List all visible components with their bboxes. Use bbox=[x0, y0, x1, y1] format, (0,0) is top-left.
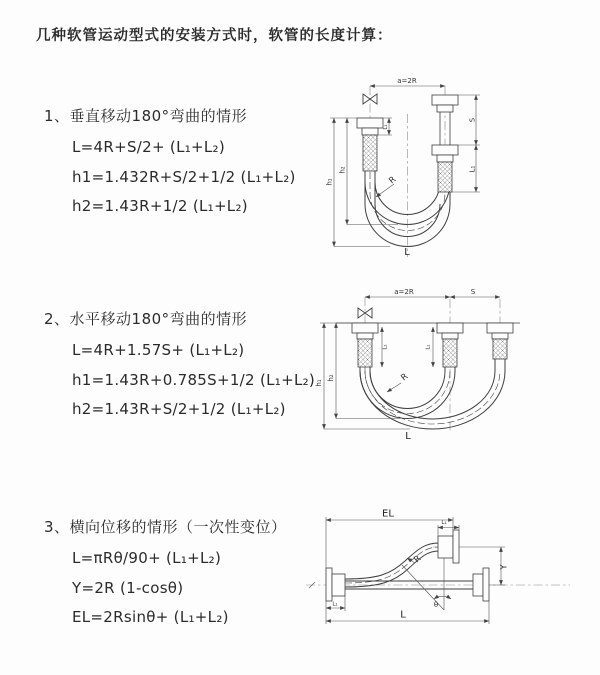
dim-label-s: S bbox=[470, 288, 476, 296]
formula-y: Y=2R (1-cosθ) bbox=[72, 578, 184, 597]
dim-label-el: EL bbox=[382, 508, 394, 520]
dim-label-r: R bbox=[399, 371, 411, 384]
page-title: 几种软管运动型式的安装方式时，软管的长度计算： bbox=[36, 28, 393, 44]
hose-displaced-s-curve bbox=[345, 543, 439, 587]
formula-l: L=πRθ/90+ (L₁+L₂) bbox=[72, 549, 222, 567]
dimension-lines bbox=[330, 86, 480, 247]
centerlines bbox=[370, 86, 445, 257]
section-3-formulas bbox=[44, 544, 287, 633]
valve-icon bbox=[363, 94, 377, 104]
section-2 bbox=[44, 308, 315, 425]
braid-section bbox=[493, 339, 507, 359]
formula-h2: h2=1.43R+S/2+1/2 (L₁+L₂) bbox=[72, 400, 286, 418]
dim-label-l1-bottom: L₁ bbox=[332, 601, 338, 608]
right-upper-flange bbox=[453, 530, 459, 563]
dim-label-length: L bbox=[405, 431, 411, 442]
braid-section bbox=[438, 162, 452, 192]
formula-l: L=4R+1.57S+ (L₁+L₂) bbox=[72, 341, 245, 359]
dim-label-l1-top: L₁ bbox=[441, 520, 447, 526]
left-flange bbox=[326, 568, 332, 601]
dim-label-l1: L₁ bbox=[468, 165, 477, 173]
section-1-heading: 1、垂直移动180°弯曲的情形 bbox=[44, 107, 248, 125]
section-2-heading: 2、水平移动180°弯曲的情形 bbox=[44, 310, 248, 328]
formula-el: EL=2Rsinθ+ (L₁+L₂) bbox=[72, 608, 229, 626]
dim-label-h1: h₁ bbox=[315, 379, 323, 387]
dim-label-h2: h₂ bbox=[338, 166, 347, 174]
dimension-lines bbox=[320, 297, 500, 429]
diagram-vertical-180-bend bbox=[310, 70, 600, 260]
braid-section bbox=[358, 339, 372, 367]
diagram-lateral-displacement bbox=[298, 503, 598, 658]
dimension-lines bbox=[326, 517, 505, 624]
diagram-horizontal-180-bend bbox=[300, 283, 600, 458]
end-fittings bbox=[352, 323, 513, 367]
dim-label-y: Y bbox=[499, 564, 510, 570]
dim-label-r: R bbox=[387, 174, 399, 187]
dim-label-r: R bbox=[412, 553, 424, 566]
dim-label-span: a=2R bbox=[397, 77, 417, 85]
braid-section bbox=[443, 339, 457, 367]
dim-label-l1-left: L₁ bbox=[382, 344, 389, 350]
flanges bbox=[326, 530, 489, 601]
section-1 bbox=[44, 105, 296, 222]
dim-label-span: a=2R bbox=[394, 288, 414, 296]
section-1-formulas bbox=[44, 133, 296, 222]
section-3 bbox=[44, 516, 287, 633]
dim-label-length: L bbox=[400, 609, 406, 621]
braid-section bbox=[363, 135, 377, 171]
right-lower-flange bbox=[483, 568, 489, 601]
dim-label-theta: θ bbox=[433, 601, 439, 609]
formula-h1: h1=1.43R+0.785S+1/2 (L₁+L₂) bbox=[72, 370, 316, 389]
dim-label-h2: h₂ bbox=[327, 374, 335, 382]
dim-label-length: L bbox=[404, 247, 410, 258]
section-3-heading: 3、横向位移的情形（一次性变位） bbox=[44, 518, 287, 536]
formula-h2: h2=1.43R+1/2 (L₁+L₂) bbox=[72, 197, 248, 215]
dim-label-l1-mid: L₁ bbox=[425, 344, 432, 350]
section-2-formulas bbox=[44, 336, 315, 425]
formula-l: L=4R+S/2+ (L₁+L₂) bbox=[72, 138, 226, 156]
dim-label-s: S bbox=[468, 117, 477, 123]
dim-label-l1-left: L₁ bbox=[383, 124, 389, 130]
angle-construction bbox=[402, 558, 451, 610]
dim-label-h1: h₁ bbox=[325, 178, 334, 186]
formula-h1: h1=1.432R+S/2+1/2 (L₁+L₂) bbox=[72, 167, 296, 186]
